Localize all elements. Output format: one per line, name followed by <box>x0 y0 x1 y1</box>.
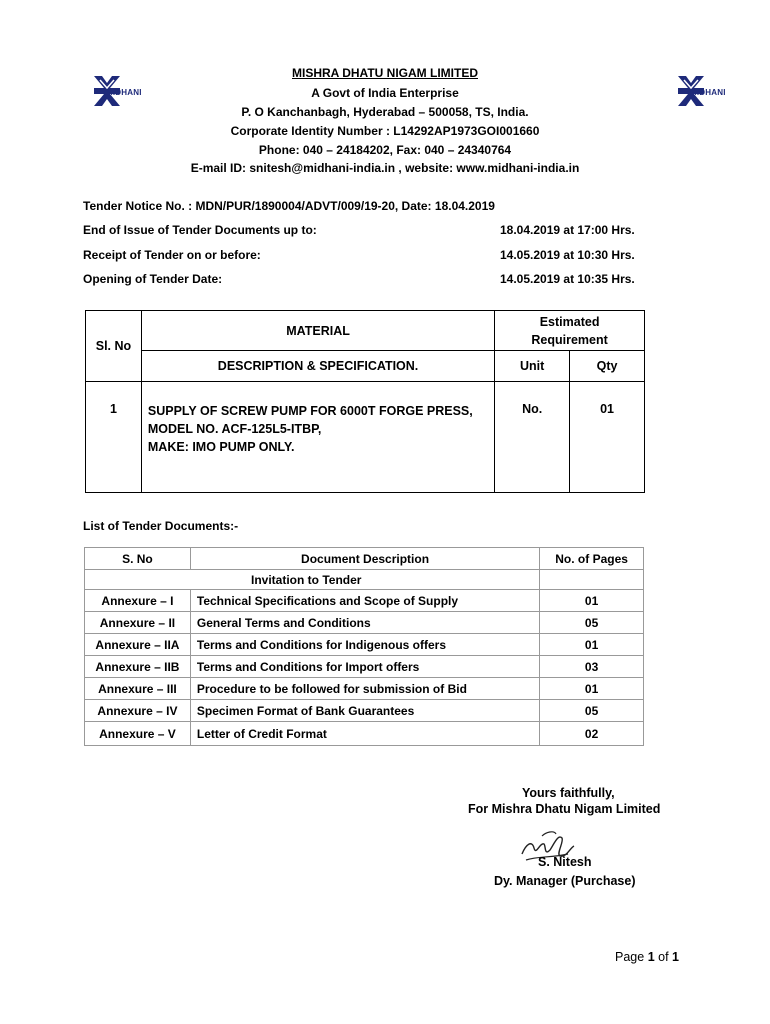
unit-header: Unit <box>495 351 570 382</box>
annexure-label: Annexure – III <box>85 678 191 700</box>
page-count: 01 <box>540 590 644 612</box>
header-line-4: Phone: 040 – 24184202, Fax: 040 – 24340764 <box>258 143 512 157</box>
page-current: 1 <box>647 950 655 964</box>
document-description: Letter of Credit Format <box>190 722 539 746</box>
table-row <box>85 678 644 700</box>
qty-header: Qty <box>570 351 645 382</box>
issue-end-value: 18.04.2019 at 17:00 Hrs. <box>500 223 635 237</box>
document-description: Technical Specifications and Scope of Supply <box>190 590 539 612</box>
page-count: 01 <box>540 634 644 656</box>
description-line-3: MAKE: IMO PUMP ONLY. <box>147 440 295 454</box>
page-count: 05 <box>540 612 644 634</box>
documents-list-title: List of Tender Documents:- <box>83 519 239 533</box>
annexure-label: Annexure – IIA <box>85 634 191 656</box>
page-prefix: Page <box>615 950 645 964</box>
table-row <box>85 590 644 612</box>
document-description: General Terms and Conditions <box>190 612 539 634</box>
document-description: Terms and Conditions for Import offers <box>190 656 539 678</box>
table-row <box>85 634 644 656</box>
estimated-requirement-header <box>495 311 645 351</box>
logo-text: MIDHANI <box>690 88 726 97</box>
closing-line-1: Yours faithfully, <box>522 786 615 800</box>
description-cell <box>141 382 494 493</box>
annexure-label: Annexure – I <box>85 590 191 612</box>
page-number <box>615 950 679 964</box>
page-total: 1 <box>672 950 679 964</box>
signatory-name: S. Nitesh <box>538 855 592 869</box>
header-line-2: P. O Kanchanbagh, Hyderabad – 500058, TS, India. <box>241 105 529 119</box>
page-count: 05 <box>540 700 644 722</box>
page-of: of <box>658 950 669 964</box>
logo-text: MIDHANI <box>106 88 142 97</box>
opening-value: 14.05.2019 at 10:35 Hrs. <box>500 272 635 286</box>
page-count: 01 <box>540 678 644 700</box>
col-pages-header: No. of Pages <box>540 548 644 570</box>
tender-notice-number: Tender Notice No. : MDN/PUR/1890004/ADVT/009/19-20, Date: 18.04.2019 <box>83 199 495 213</box>
unit-cell: No. <box>495 382 570 493</box>
document-description: Procedure to be followed for submission of Bid <box>190 678 539 700</box>
receipt-value: 14.05.2019 at 10:30 Hrs. <box>500 248 635 262</box>
col-desc-header: Document Description <box>190 548 539 570</box>
material-table <box>85 310 645 493</box>
col-sno-header: S. No <box>85 548 191 570</box>
sl-no-cell: 1 <box>86 382 142 493</box>
description-header: DESCRIPTION & SPECIFICATION. <box>141 351 494 382</box>
table-row <box>85 612 644 634</box>
estimated-label: Estimated <box>539 314 600 329</box>
header-line-3: Corporate Identity Number : L14292AP1973GOI001660 <box>230 124 540 138</box>
annexure-label: Annexure – IV <box>85 700 191 722</box>
header-line-1: A Govt of India Enterprise <box>311 86 459 100</box>
table-row <box>85 656 644 678</box>
material-header: MATERIAL <box>141 311 494 351</box>
table-row <box>85 700 644 722</box>
annexure-label: Annexure – V <box>85 722 191 746</box>
annexure-label: Annexure – II <box>85 612 191 634</box>
page-count: 03 <box>540 656 644 678</box>
issue-end-label: End of Issue of Tender Documents up to: <box>83 223 317 237</box>
qty-cell: 01 <box>570 382 645 493</box>
description-line-2: MODEL NO. ACF-125L5-ITBP, <box>147 422 322 436</box>
header-line-5: E-mail ID: snitesh@midhani-india.in , website: www.midhani-india.in <box>190 161 580 175</box>
page-count: 02 <box>540 722 644 746</box>
document-description: Terms and Conditions for Indigenous offers <box>190 634 539 656</box>
annexure-label: Annexure – IIB <box>85 656 191 678</box>
description-line-1: SUPPLY OF SCREW PUMP FOR 6000T FORGE PRESS, <box>147 404 473 418</box>
documents-table <box>84 547 644 746</box>
opening-label: Opening of Tender Date: <box>83 272 223 286</box>
closing-line-2: For Mishra Dhatu Nigam Limited <box>468 802 661 816</box>
document-description: Specimen Format of Bank Guarantees <box>190 700 539 722</box>
table-row <box>85 722 644 746</box>
receipt-label: Receipt of Tender on or before: <box>83 248 261 262</box>
company-name: MISHRA DHATU NIGAM LIMITED <box>292 66 478 80</box>
sl-no-header: Sl. No <box>86 311 142 382</box>
requirement-label: Requirement <box>531 332 608 347</box>
invitation-row: Invitation to Tender <box>85 570 540 590</box>
signatory-designation: Dy. Manager (Purchase) <box>494 874 636 888</box>
